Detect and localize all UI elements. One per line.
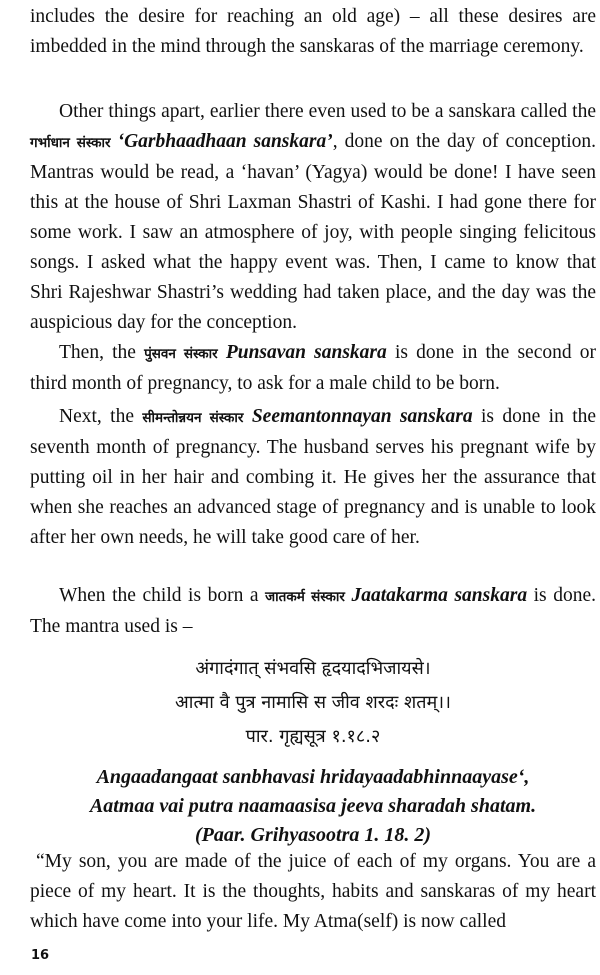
garbhaadhaan-paragraph <box>30 97 596 338</box>
garbhaadhaan-description: , done on the day of conception. Mantras would be read, a ‘havan’ (Yagya) would be done! I have seen this at the house of Shri Laxman Shastri of Kashi. I had gone there for some work. I saw an atmosphere of joy, with people singing felicitous songs. I asked what the happy event was. Then, I came to know that Shri Rajeshwar Shastri’s wedding had taken place, and the day was the auspicious day for the conception. <box>30 131 596 333</box>
verse-transliteration-citation: (Paar. Grihyasootra 1. 18. 2) <box>194 824 432 846</box>
jaatakarma-intro: When the child is born a <box>59 585 266 606</box>
verse-devanagari-citation: पार. गृह्यसूत्र १.१८.२ <box>245 726 381 747</box>
seemantonnayan-term: Seemantonnayan sanskara <box>251 406 473 427</box>
jaatakarma-devanagari: जातकर्म संस्कार <box>265 589 345 605</box>
garbhaadhaan-devanagari: गर्भाधान संस्कार <box>30 135 111 151</box>
seemantonnayan-description: is done in the seventh month of pregnancy. The husband serves his pregnant wife by putting oil in her hair and combing it. He gives her the assurance that when she reaches an advanced stage of pregnancy and is unable to look after her own needs, he will take good care of her. <box>30 406 597 548</box>
garbhaadhaan-intro: Other things apart, earlier there even used to be a sanskara called the <box>59 101 596 122</box>
jaatakarma-term: Jaatakarma sanskara <box>351 585 528 606</box>
punsavan-term: Punsavan sanskara <box>225 342 387 363</box>
verse-transliteration-line-1: Angaadangaat sanbhavasi hridayaadabhinnaayase‘, <box>96 766 530 788</box>
jaatakarma-paragraph <box>30 581 596 642</box>
punsavan-devanagari: पुंसवन संस्कार <box>144 346 218 362</box>
page-number: 16 <box>31 948 50 963</box>
opening-paragraph: includes the desire for reaching an old age) – all these desires are imbedded in the mind through the sanskaras of the marriage ceremony. <box>30 6 596 57</box>
seemantonnayan-devanagari: सीमन्तोन्नयन संस्कार <box>142 410 244 426</box>
verse-devanagari-line-1: अंगादंगात् संभवसि हृदयादभिजायसे। <box>195 658 431 679</box>
jaatakarma-description: is done. The mantra used is – <box>30 585 596 637</box>
closing-paragraph: “My son, you are made of the juice of each of my organs. You are a piece of my heart. It is the thoughts, habits and sanskaras of my heart which have come into your life. My Atma(self) is now called <box>30 851 596 932</box>
punsavan-paragraph <box>30 338 596 399</box>
seemantonnayan-paragraph <box>30 402 596 553</box>
seemantonnayan-intro: Next, the <box>59 406 143 427</box>
punsavan-description: is done in the second or third month of pregnancy, to ask for a male child to be born. <box>30 342 597 394</box>
punsavan-intro: Then, the <box>59 342 145 363</box>
verse-devanagari-line-2: आत्मा वै पुत्र नामासि स जीव शरदः शतम्।। <box>175 692 451 713</box>
verse-transliteration-line-2: Aatmaa vai putra naamaasisa jeeva sharadah shatam. <box>89 795 537 817</box>
garbhaadhaan-term: ‘Garbhaadhaan sanskara’ <box>117 131 333 152</box>
